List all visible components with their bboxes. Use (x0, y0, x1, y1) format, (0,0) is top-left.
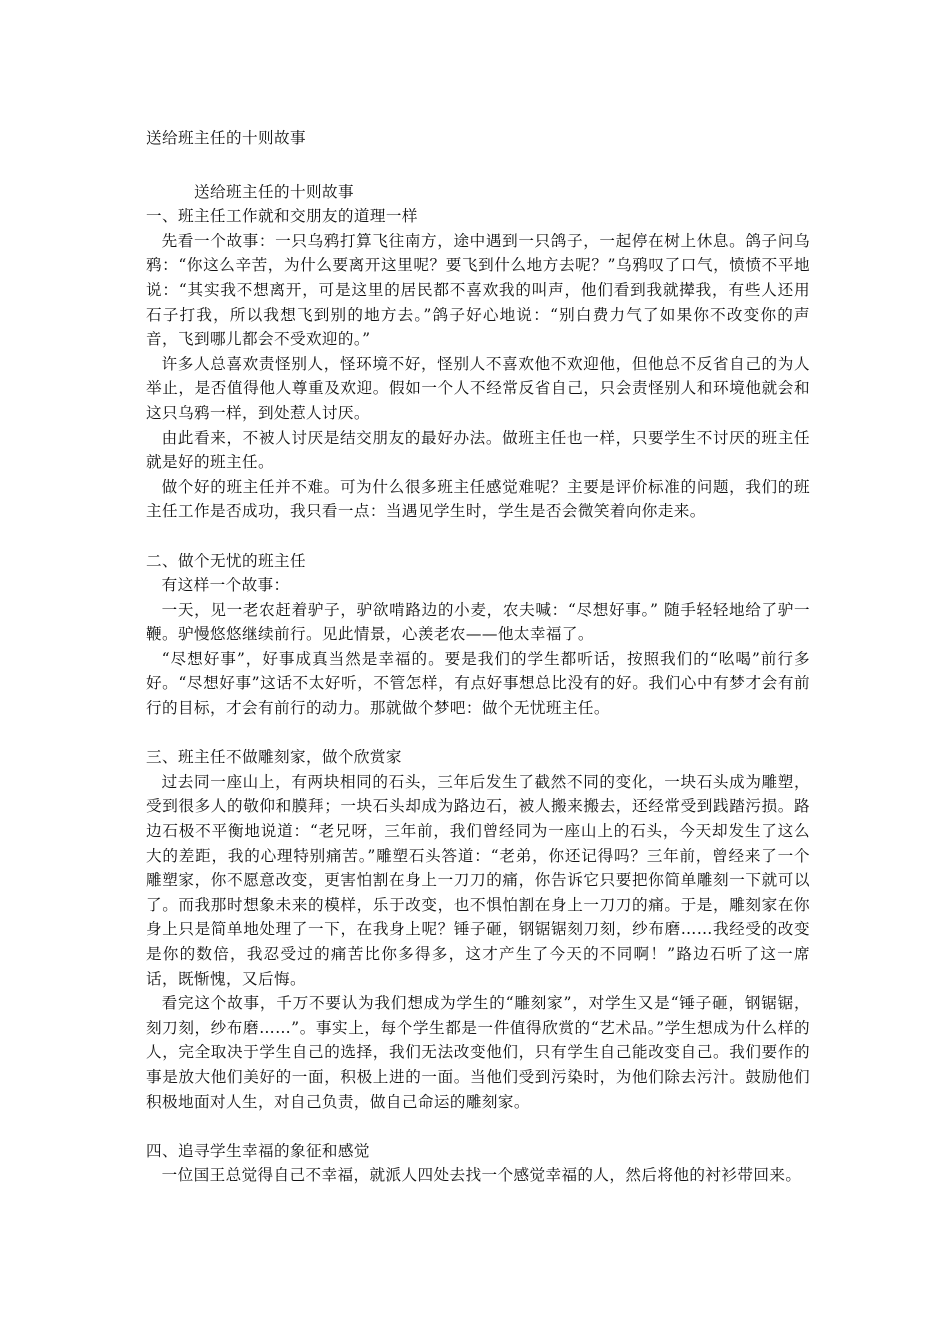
section-heading: 一、班主任工作就和交朋友的道理一样 (146, 207, 418, 226)
document-subtitle: 送给班主任的十则故事 (194, 182, 354, 201)
paragraph: 一位国王总觉得自己不幸福，就派人四处去找一个感觉幸福的人，然后将他的衬衫带回来。 (161, 1166, 802, 1185)
section-3 (146, 745, 810, 1114)
document-title: 送给班主任的十则故事 (146, 129, 306, 147)
paragraph: 看完这个故事，千万不要认为我们想成为学生的“雕刻家”，对学生又是“锤子砸，钢锯锯，刻刀刻，纱布磨……”。事实上，每个学生都是一件值得欣赏的“艺术品。”学生想成为什么样的人，完全取决于学生自己的选择，我们无法改变他们，只有学生自己能改变自己。我们要作的事是放大他们美好的一面，积极上进的一面。当他们受到污染时，为他们除去污汁。鼓励他们积极地面对人生，对自己负责，做自己命运的雕刻家。 (146, 994, 810, 1111)
paragraph: 过去同一座山上，有两块相同的石头，三年后发生了截然不同的变化，一块石头成为雕塑，受到很多人的敬仰和膜拜；一块石头却成为路边石，被人搬来搬去，还经常受到践踏污损。路边石极不平衡地说道：“老兄呀，三年前，我们曾经同为一座山上的石头，今天却发生了这么大的差距，我的心理特别痛苦。”雕塑石头答道：“老弟，你还记得吗？三年前，曾经来了一个雕塑家，你不愿意改变，更害怕割在身上一刀刀的痛，你告诉它只要把你简单雕刻一下就可以了。而我那时想象未来的模样，乐于改变，也不惧怕割在身上一刀刀的痛。于是，雕刻家在你身上只是简单地处理了一下，在我身上呢？锤子砸，钢锯锯刻刀刻，纱布磨……我经受的改变是你的数倍，我忍受过的痛苦比你多得多，这才产生了今天的不同啊！”路边石听了这一席话，既惭愧，又后悔。 (146, 772, 810, 988)
paragraph: 先看一个故事：一只乌鸦打算飞往南方，途中遇到一只鸽子，一起停在树上休息。鸽子问乌鸦：“你这么辛苦，为什么要离开这里呢？要飞到什么地方去呢？”乌鸦叹了口气，愤愤不平地说：“其实我不想离开，可是这里的居民都不喜欢我的叫声，他们看到我就撵我，有些人还用石子打我，所以我想飞到别的地方去。”鸽子好心地说：“别白费力气了如果你不改变你的声音，飞到哪儿都会不受欢迎的。” (146, 231, 810, 349)
paragraph: 由此看来，不被人讨厌是结交朋友的最好办法。做班主任也一样，只要学生不讨厌的班主任就是好的班主任。 (146, 428, 810, 472)
section-2 (146, 549, 810, 721)
section-spacer (146, 524, 810, 549)
section-spacer (146, 1114, 810, 1139)
document-page (146, 126, 810, 1188)
paragraph: “尽想好事”，好事成真当然是幸福的。要是我们的学生都听话，按照我们的“吆喝”前行多好。“尽想好事”这话不太好听，不管怎样，有点好事想总比没有的好。我们心中有梦才会有前行的目标，才会有前行的动力。那就做个梦吧：做个无忧班主任。 (146, 649, 810, 718)
section-heading: 二、做个无忧的班主任 (146, 551, 306, 570)
section-heading: 三、班主任不做雕刻家，做个欣赏家 (146, 748, 402, 767)
paragraph: 一天，见一老农赶着驴子，驴欲啃路边的小麦，农夫喊：“尽想好事。” 随手轻轻地给了驴一鞭。驴慢悠悠继续前行。见此情景，心羡老农——他太幸福了。 (146, 600, 810, 644)
section-spacer (146, 721, 810, 746)
section-heading: 四、追寻学生幸福的象征和感觉 (146, 1141, 370, 1160)
paragraph: 做个好的班主任并不难。可为什么很多班主任感觉难呢？主要是评价标准的问题，我们的班主任工作是否成功，我只看一点：当遇见学生时，学生是否会微笑着向你走来。 (146, 477, 810, 521)
section-1 (146, 204, 810, 524)
section-4 (146, 1139, 810, 1188)
paragraph: 有这样一个故事： (161, 576, 290, 595)
paragraph: 许多人总喜欢责怪别人，怪环境不好，怪别人不喜欢他不欢迎他，但他总不反省自己的为人举止，是否值得他人尊重及欢迎。假如一个人不经常反省自己，只会责怪别人和环境他就会和这只乌鸦一样，到处惹人讨厌。 (146, 354, 810, 422)
